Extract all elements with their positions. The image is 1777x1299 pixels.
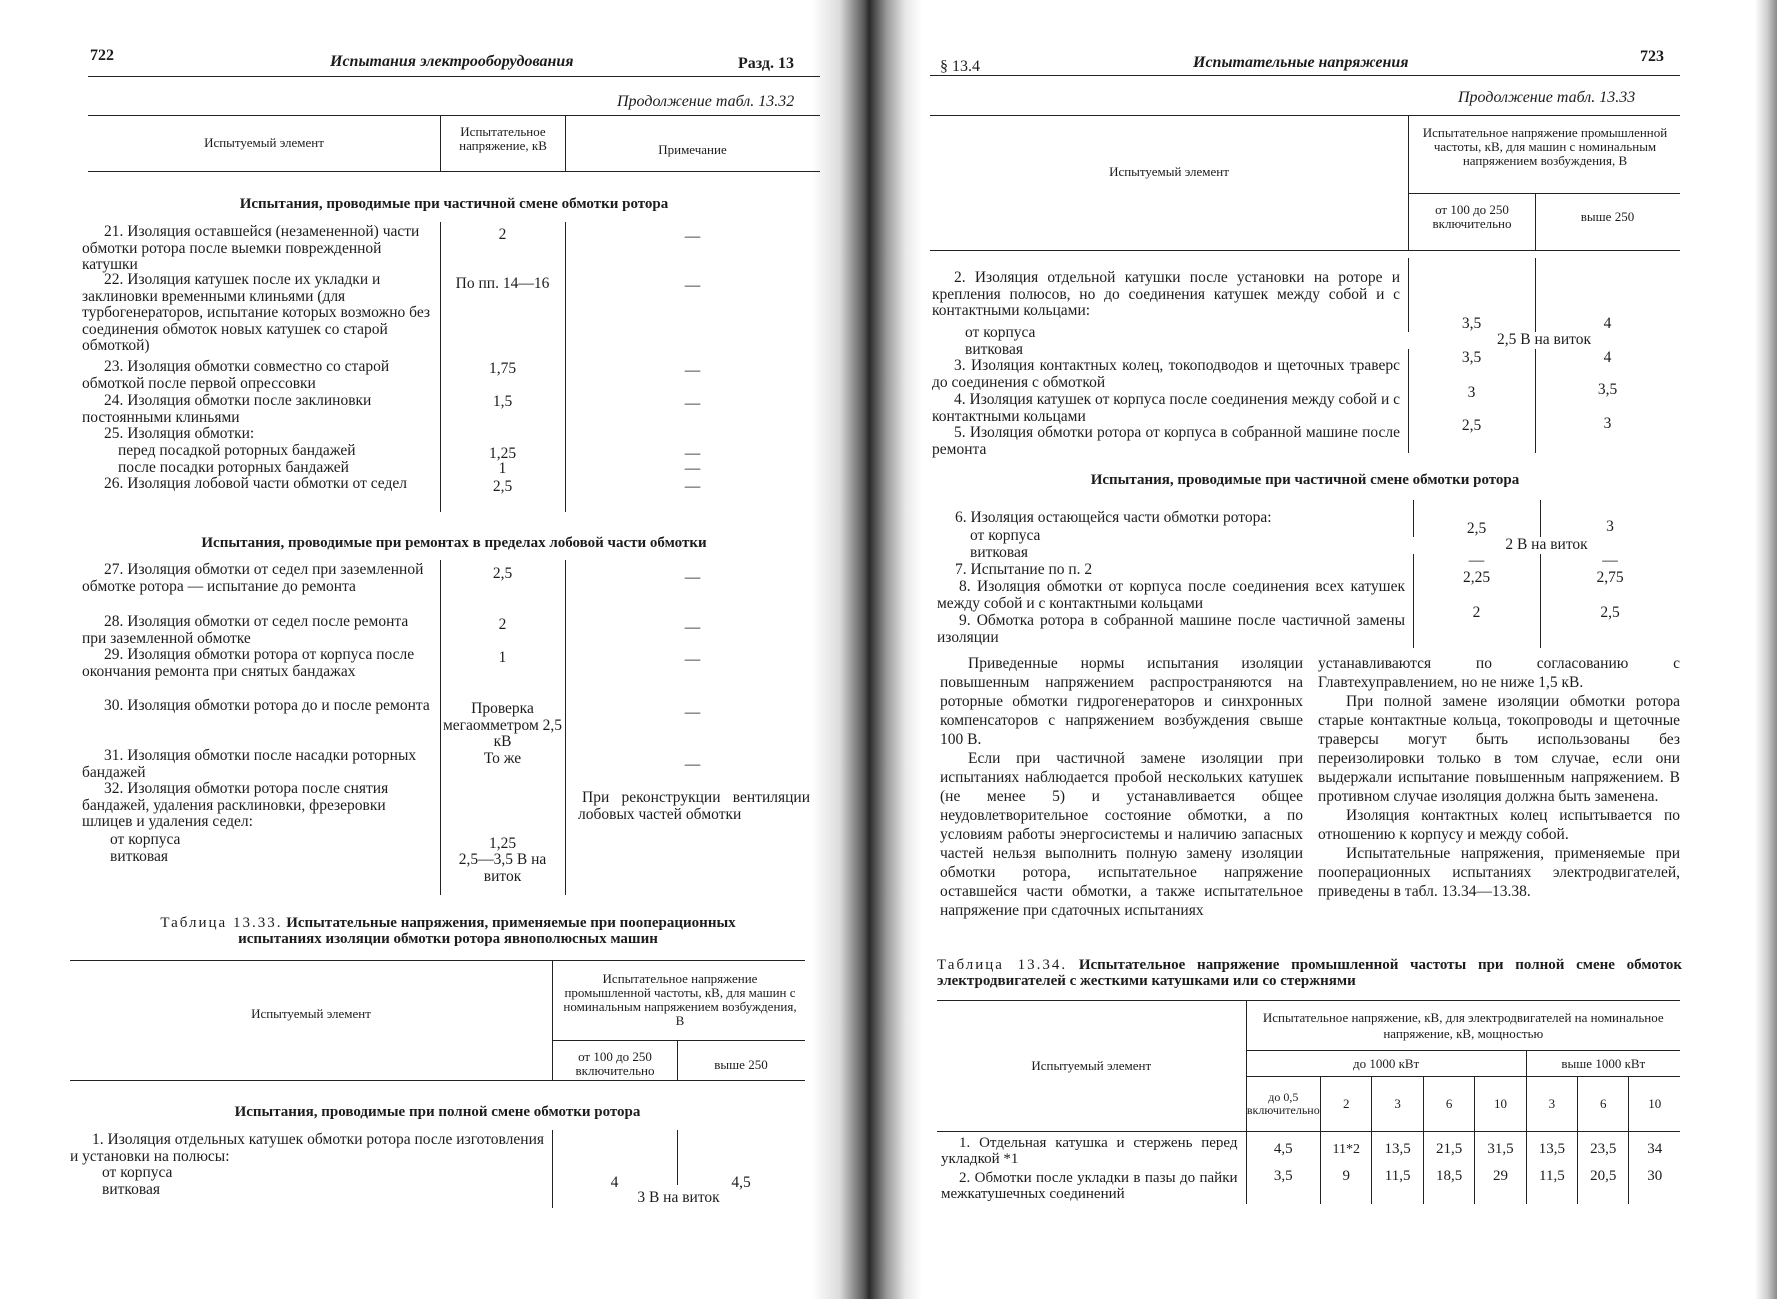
col-header-element: Испытуемый элемент: [204, 135, 324, 150]
table-row-merged-value: 2 В на виток: [1413, 537, 1680, 554]
table-row-value: 2: [498, 226, 507, 243]
table-row-note: —: [684, 478, 701, 495]
table-caption: [937, 957, 1682, 989]
table-row-text: витковая: [970, 544, 1029, 561]
col-header-voltage-level: 10: [1629, 1077, 1680, 1132]
table-row-text: после посадки роторных бандажей: [118, 459, 349, 476]
table-cell: 20,5: [1578, 1168, 1629, 1204]
section-title: Испытания, проводимые при частичной смене обмотки ротора: [239, 196, 669, 212]
table-cell: 31,5: [1475, 1132, 1526, 1168]
table-cell: 13,5: [1372, 1132, 1423, 1168]
table-row-text: 1. Отдельная катушка и стержень перед укладкой *1: [937, 1132, 1246, 1168]
table-row-note: При реконструкции вентиляции лобовых частей обмотки: [578, 789, 810, 823]
table-row-text: 3. Изоляция контактных колец, токоподводов и щеточных траверс до соединения с обмоткой: [932, 357, 1400, 391]
table-continuation: Продолжение табл. 13.32: [617, 93, 795, 110]
running-title: Испытательные напряжения: [1193, 54, 1409, 71]
table-row-text: 2. Обмотки после укладки в пазы до пайки межкатушечных соединений: [937, 1168, 1246, 1204]
table-row-note: —: [684, 569, 701, 586]
paragraph: устанавливаются по согласованию с Главтехуправлением, но не ниже 1,5 кВ.: [1318, 655, 1680, 691]
table-cell: 29: [1475, 1168, 1526, 1204]
table-row-value: 1,75: [488, 360, 517, 377]
table-row-text: витковая: [110, 848, 169, 865]
table-row-value: 1,25: [488, 835, 517, 852]
table-row-text: 8. Изоляция обмотки от корпуса после соединения всех катушек между собой и с контактными кольцами: [937, 578, 1405, 612]
col-header-voltage-level: 3: [1526, 1077, 1577, 1132]
body-text-column-right: [1318, 654, 1680, 901]
table-row-value: 2: [1472, 604, 1481, 621]
table-row-note: —: [684, 362, 701, 379]
table-row-value: 1: [498, 649, 507, 666]
table-cell: 18,5: [1423, 1168, 1474, 1204]
paragraph: Испытательные напряжения, применяемые при пооперационных испытаниях электродвигателей, приведены в табл. 13.34—13.38.: [1318, 845, 1680, 900]
table-row-text: от корпуса: [110, 831, 181, 848]
col-header-element: Испытуемый элемент: [1109, 164, 1229, 179]
table-caption: [118, 915, 778, 947]
table-row-text: 32. Изоляция обмотки ротора после снятия бандажей, удаления расклиновки, фрезеровки шлицев и удаления седел:: [82, 780, 389, 830]
table-row-text: витковая: [102, 1181, 161, 1198]
table-13-34: [937, 1000, 1680, 1204]
table-row-text: 4. Изоляция катушек от корпуса после соединения между собой и с контактными кольцами: [932, 391, 1400, 425]
col-header-element: Испытуемый элемент: [251, 1006, 371, 1021]
col-header-voltage-level: 2: [1321, 1077, 1372, 1132]
table-caption-title: Испытательное напряжение промышленной частоты при полной смене обмоток электродвигателей с жесткими катушками или со стержнями: [937, 957, 1683, 989]
section-title: Испытания, проводимые при полной смене обмотки ротора: [234, 1104, 641, 1120]
table-row-text: 5. Изоляция обмотки ротора от корпуса в собранной машине после ремонта: [932, 424, 1400, 458]
table-row-text: 25. Изоляция обмотки:: [104, 425, 255, 442]
table-row-value: 3: [1606, 518, 1614, 535]
right-page: [895, 0, 1777, 1299]
table-row-text: 1. Изоляция отдельных катушек обмотки ротора после изготовления и установки на полюсы:: [70, 1131, 544, 1165]
table-top-rule: [88, 115, 820, 116]
table-row-note: —: [684, 395, 701, 412]
table-row-value: 2,5: [492, 478, 513, 495]
table-row-value: —: [1468, 552, 1485, 569]
col-header-voltage: Испытательное напряжение, кВ: [459, 124, 547, 153]
table-caption-prefix: Таблица 13.33.: [160, 915, 283, 931]
table-cell: 13,5: [1526, 1132, 1577, 1168]
table-row-text: 31. Изоляция обмотки после насадки роторных бандажей: [82, 747, 417, 781]
table-row-note: —: [684, 619, 701, 636]
section-title: Испытания, проводимые при ремонтах в пределах лобовой части обмотки: [201, 535, 707, 551]
table-row-value: 2,5: [492, 565, 513, 582]
section-ref: Разд. 13: [738, 55, 795, 72]
table-row-value: 3,5: [1461, 349, 1482, 366]
page-number: 723: [1640, 48, 1664, 65]
table-row-value: 4: [1603, 315, 1612, 332]
header-rule: [930, 75, 1680, 76]
table-row: [937, 1132, 1680, 1168]
table-row-value: 1: [498, 460, 507, 477]
col-header-voltage: Испытательное напряжение, кВ, для электродвигателей на номинальное напряжение, кВ, мощностью: [1246, 1001, 1680, 1051]
col-header-voltage-level: до 0,5 включительно: [1246, 1077, 1321, 1132]
table-row-text: 26. Изоляция лобовой части обмотки от седел: [104, 475, 407, 492]
table-caption-prefix: Таблица 13.34.: [937, 957, 1068, 973]
table-cell: 11,5: [1526, 1168, 1577, 1204]
table-continuation: Продолжение табл. 13.33: [1458, 89, 1636, 106]
table-row-text: витковая: [965, 341, 1024, 358]
col-header-element: Испытуемый элемент: [937, 1001, 1246, 1132]
table-row-note: —: [684, 277, 701, 294]
table-cell: 21,5: [1423, 1132, 1474, 1168]
col-header-range-2: выше 250: [1580, 209, 1635, 224]
col-header-voltage-level: 6: [1578, 1077, 1629, 1132]
col-header-range-1: от 100 до 250 включительно: [575, 1049, 655, 1078]
col-header-voltage: Испытательное напряжение промышленной частоты, кВ, для машин с номинальным напряжением возбуждения, В: [1422, 125, 1668, 168]
table-row-value: 2,5—3,5 В на виток: [458, 851, 547, 885]
table-row-value: То же: [483, 750, 522, 767]
table-cell: 30: [1629, 1168, 1680, 1204]
table-cell: 4,5: [1246, 1132, 1321, 1168]
table-cell: 9: [1321, 1168, 1372, 1204]
table-row-merged-value: 2,5 В на виток: [1408, 332, 1680, 349]
table-row-value: 4,5: [731, 1174, 751, 1191]
table-row-value: 3,5: [1597, 381, 1618, 398]
table-row-text: от корпуса: [970, 527, 1041, 544]
table-row-text: 23. Изоляция обмотки совместно со старой обмоткой после первой опрессовки: [82, 358, 390, 392]
col-header-voltage: Испытательное напряжение промышленной частоты, кВ, для машин с номинальным напряжением возбуждения, В: [563, 971, 797, 1028]
table-row-text: 29. Изоляция обмотки ротора от корпуса после окончания ремонта при снятых бандажах: [82, 646, 415, 680]
table-row-value: 2,5: [1461, 417, 1482, 434]
table-cell: 23,5: [1578, 1132, 1629, 1168]
table-cell: 3,5: [1246, 1168, 1321, 1204]
col-header-range-1: от 100 до 250 включительно: [1432, 202, 1512, 231]
header-rule: [88, 76, 820, 77]
table-row-note: —: [684, 756, 701, 773]
body-text-column-left: [940, 654, 1303, 920]
table-row-note: —: [684, 460, 701, 477]
table-row-text: 22. Изоляция катушек после их укладки и заклиновки временными клиньями (для турбогенераторов, испытание которых возможно без соединения обмоток новых катушек со старой обмоткой): [82, 271, 431, 354]
table-row-text: 30. Изоляция обмотки ротора до и после ремонта: [104, 697, 430, 714]
table-row-value: 2,25: [1462, 569, 1491, 586]
table-row: [937, 1168, 1680, 1204]
col-header-voltage-level: 3: [1372, 1077, 1423, 1132]
table-row-text: 6. Изоляция остающейся части обмотки ротора:: [955, 509, 1272, 526]
paragraph: Если при частичной замене изоляции при испытаниях наблюдается пробой нескольких катушек (не менее 5) и устанавливается общее неудовлетворительное состояние обмотки, а по условиям работы энергосистемы и наличию запасных частей нельзя выполнить полную замену изоляции обмотки ротора, испытательное напряжение оставшейся части обмотки, а также испытательное напряжение при сдаточных испытаниях: [940, 750, 1303, 919]
section-ref: § 13.4: [940, 58, 980, 75]
table-row-note: —: [684, 651, 701, 668]
table-row-text: перед посадкой роторных бандажей: [118, 442, 356, 459]
table-row-value: 2,5: [1600, 604, 1620, 621]
table-row-text: 2. Изоляция отдельной катушки после установки на роторе и крепления полюсов, но до соединения катушек между собой и с контактными кольцами:: [932, 269, 1400, 319]
table-row-value: 2,5: [1466, 520, 1487, 537]
col-header-voltage-level: 10: [1475, 1077, 1526, 1132]
left-page: [0, 0, 855, 1299]
table-row-text: 24. Изоляция обмотки после заклиновки постоянными клиньями: [82, 392, 372, 426]
col-header-group-2: выше 1000 кВт: [1526, 1051, 1680, 1077]
table-row-value: 2,75: [1596, 569, 1624, 586]
table-row-text: от корпуса: [102, 1164, 173, 1181]
page-number: 722: [90, 47, 114, 64]
table-row-value: 3,5: [1461, 315, 1482, 332]
table-row-text: 28. Изоляция обмотки от седел после ремонта при заземленной обмотке: [82, 613, 409, 647]
table-row-text: 9. Обмотка ротора в собранной машине после частичной замены изоляции: [937, 612, 1405, 646]
col-header-range-2: выше 250: [714, 1057, 768, 1072]
table-cell: 11*2: [1321, 1132, 1372, 1168]
table-row-value: 1,5: [492, 393, 513, 410]
paragraph: Изоляция контактных колец испытывается по отношению к корпусу и между собой.: [1318, 807, 1680, 843]
table-row-value: Проверка мегаомметром 2,5 кВ: [442, 700, 563, 750]
table-row-text: 27. Изоляция обмотки от седел при заземленной обмотке ротора — испытание до ремонта: [82, 561, 424, 595]
col-header-voltage-level: 6: [1423, 1077, 1474, 1132]
section-title: Испытания, проводимые при частичной смене обмотки ротора: [1090, 472, 1520, 488]
table-row-value: —: [1602, 552, 1618, 569]
table-row-value: 3: [1603, 415, 1612, 432]
table-row-merged-value: 3 В на виток: [637, 1189, 720, 1206]
table-row-text: 21. Изоляция оставшейся (незамененной) части обмотки ротора после выемки поврежденной катушки: [82, 223, 420, 273]
table-caption-title: Испытательные напряжения, применяемые при пооперационных испытаниях изоляции обмотки ротора явнополюсных машин: [238, 915, 736, 947]
table-row-note: —: [684, 228, 701, 245]
table-row-text: 7. Испытание по п. 2: [955, 561, 1093, 578]
paragraph: Приведенные нормы испытания изоляции повышенным напряжением распространяются на роторные обмотки гидрогенераторов и синхронных компенсаторов с напряжением возбуждения свыше 100 В.: [940, 655, 1303, 748]
table-row-text: от корпуса: [965, 324, 1036, 341]
table-row-value: По пп. 14—16: [455, 275, 550, 292]
table-row-note: —: [684, 704, 701, 721]
table-cell: 34: [1629, 1132, 1680, 1168]
table-row-value: 1,25: [488, 445, 517, 462]
running-title: Испытания электрооборудования: [330, 53, 574, 70]
col-header-note: Примечание: [658, 142, 727, 157]
col-header-group-1: до 1000 кВт: [1246, 1051, 1526, 1077]
table-row-value: 2: [498, 616, 507, 633]
table-row-value: 3: [1467, 384, 1476, 401]
table-row-note: —: [684, 445, 701, 462]
table-row-value: 4: [1603, 349, 1612, 366]
table-row-value: 4: [610, 1174, 619, 1191]
paragraph: При полной замене изоляции обмотки ротора старые контактные кольца, токопроводы и щеточные траверсы могут быть использованы без переизолировки только в том случае, если они выдержали испытание повышенным напряжением. В противном случае изоляция должна быть заменена.: [1318, 693, 1680, 805]
table-cell: 11,5: [1372, 1168, 1423, 1204]
